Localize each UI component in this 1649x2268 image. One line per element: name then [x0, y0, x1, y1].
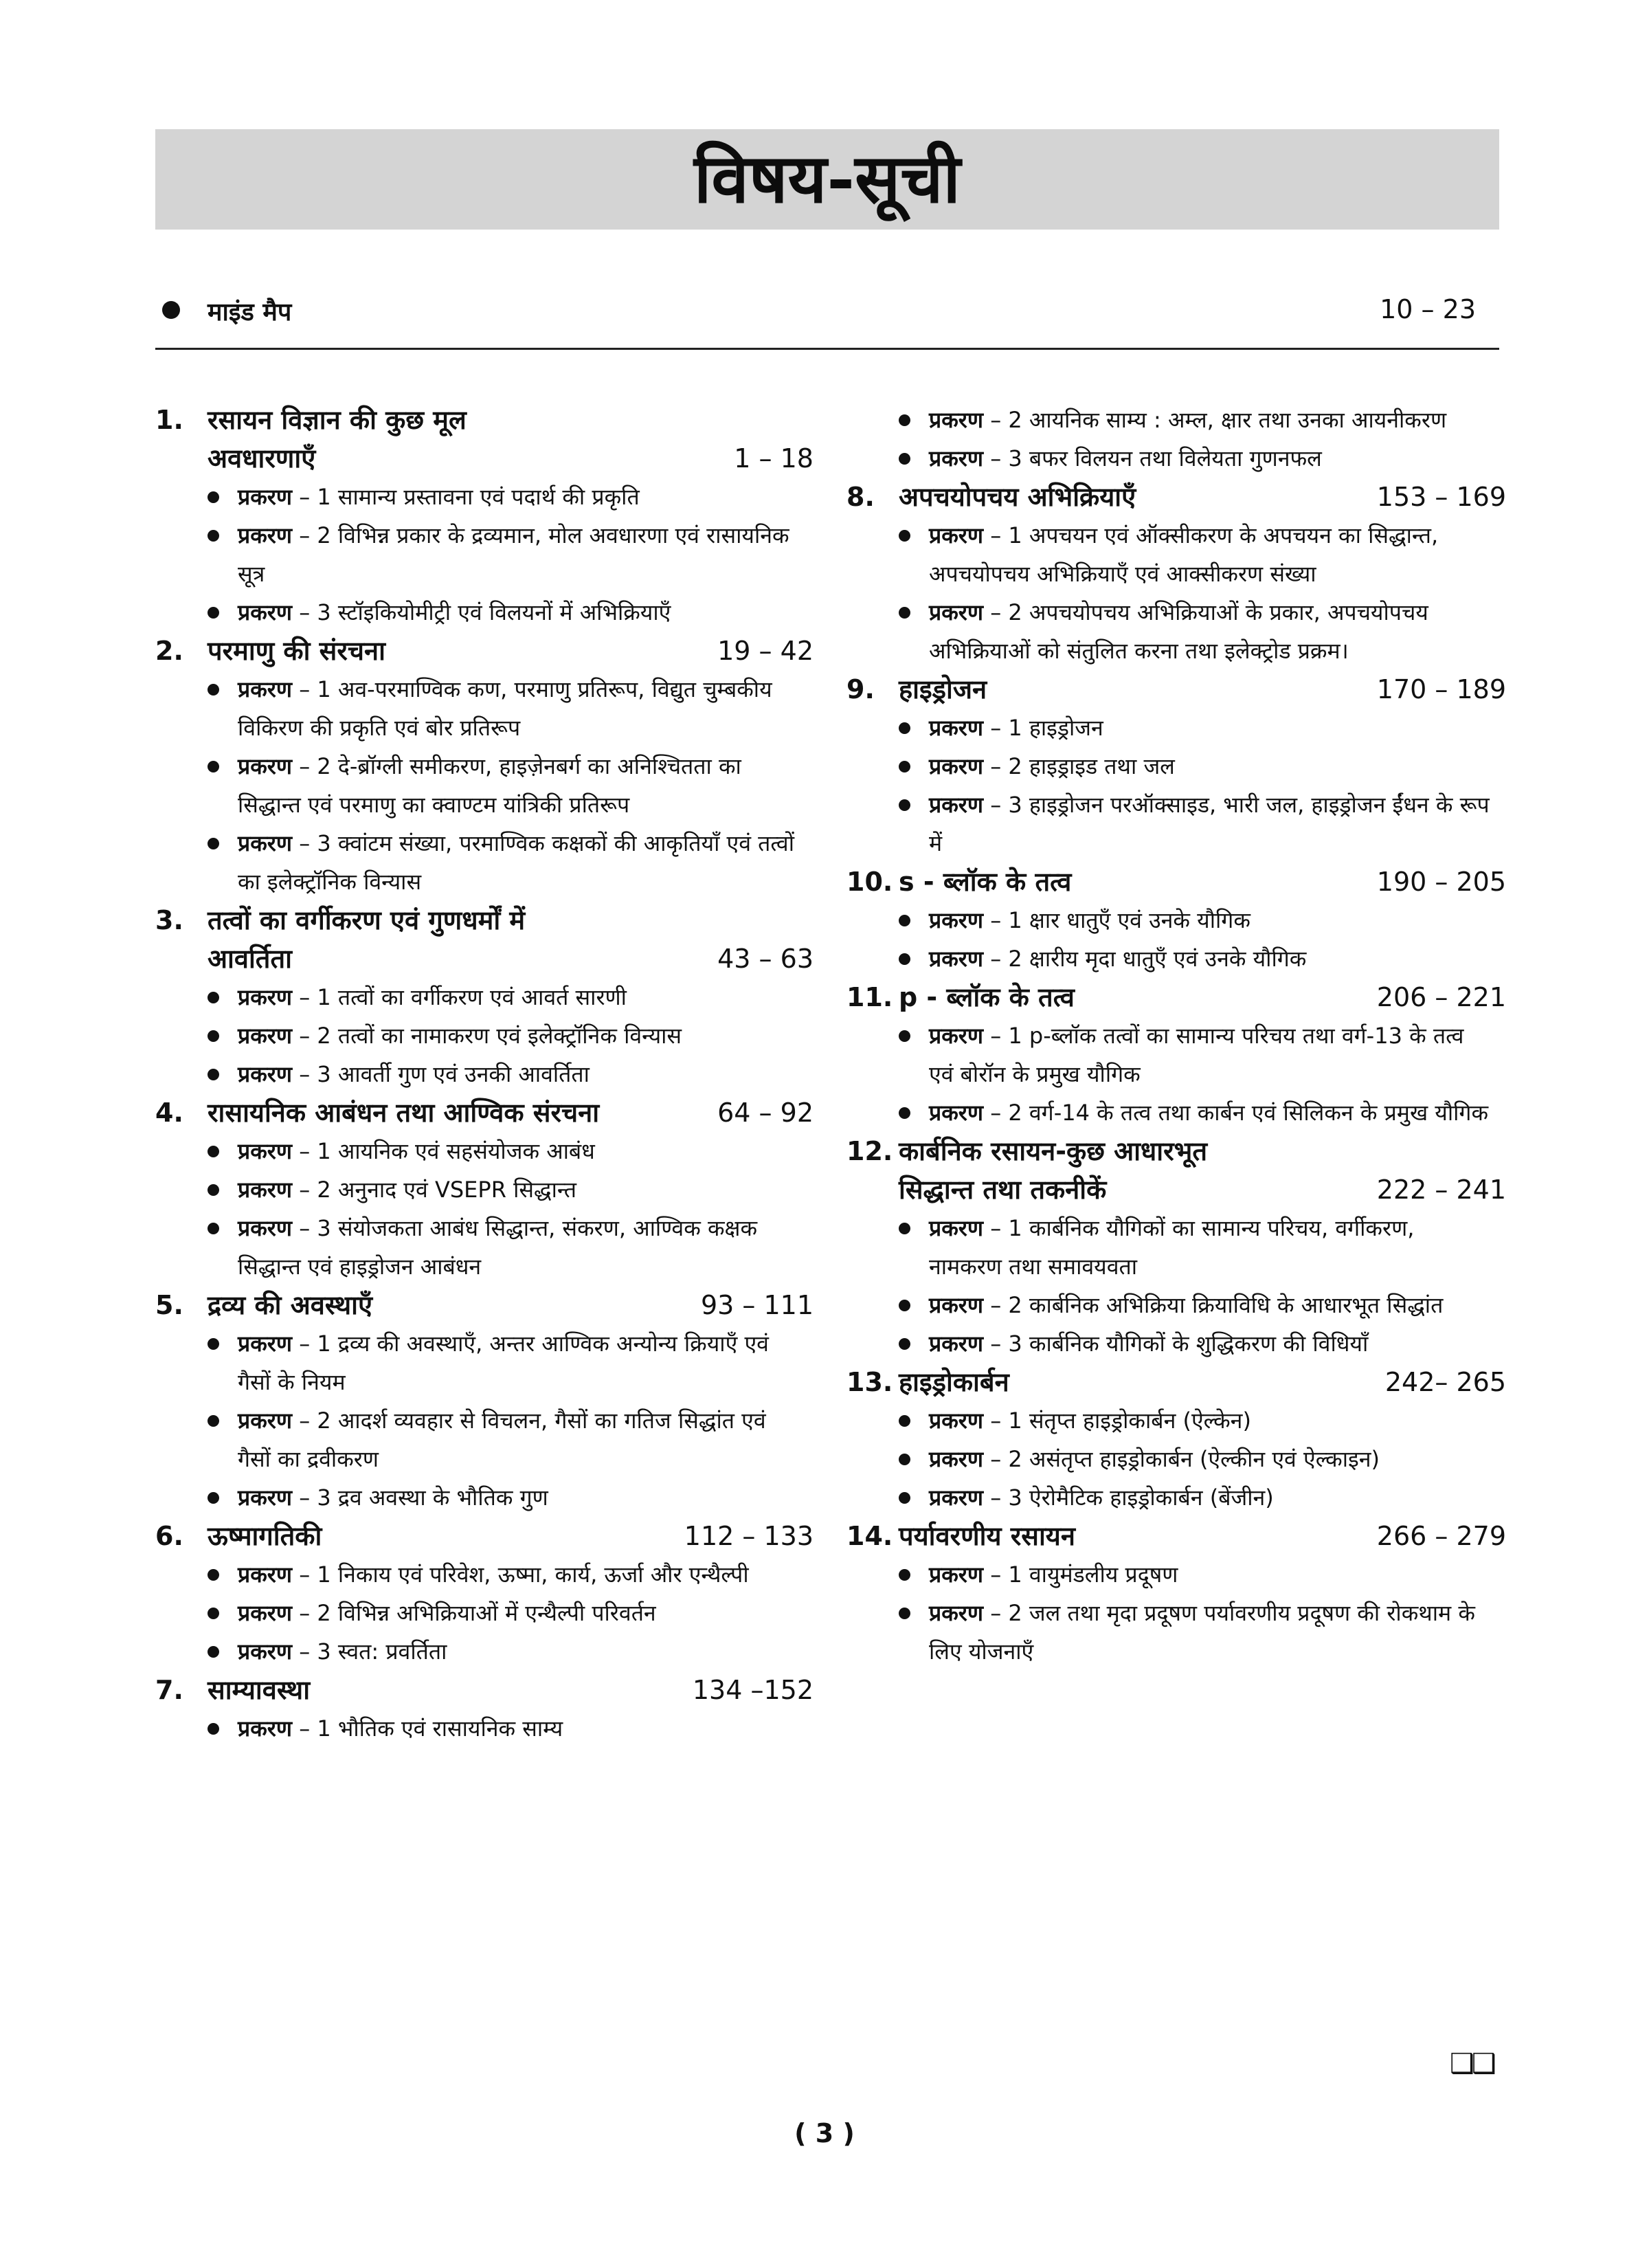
chapter-heading — [846, 978, 1506, 1016]
topic-item — [846, 1209, 1506, 1286]
mind-map-pages: 10 – 23 — [1380, 294, 1476, 324]
bullet-icon — [899, 1569, 910, 1581]
topic-label: प्रकरण — [929, 1100, 984, 1126]
end-of-contents-mark: ❑❑ — [1450, 2048, 1494, 2080]
topic-item — [155, 747, 814, 824]
chapter-number: 6. — [155, 1521, 183, 1551]
title-band — [155, 129, 1499, 230]
topic-text: – 2 हाइड्राइड तथा जल — [983, 753, 1175, 779]
chapter-pages: 170 – 189 — [1376, 674, 1506, 704]
bullet-icon — [899, 530, 910, 542]
topic-text: – 1 क्षार धातुएँ एवं उनके यौगिक — [983, 907, 1250, 933]
bullet-icon — [899, 915, 910, 926]
bullet-icon — [899, 453, 910, 465]
chapter-pages: 222 – 241 — [1376, 1175, 1506, 1205]
topic-label: प्रकरण — [929, 1485, 984, 1511]
mind-map-label: माइंड मैप — [207, 298, 292, 326]
bullet-icon — [899, 1223, 910, 1234]
chapter-title-line: अवधारणाएँ — [207, 443, 316, 474]
topic-text: – 2 आयनिक साम्य : अम्ल, क्षार तथा उनका आयनीकरण — [983, 407, 1447, 433]
bullet-icon — [207, 1069, 219, 1080]
chapter-pages: 206 – 221 — [1376, 982, 1506, 1012]
contents-right-column — [846, 401, 1506, 1671]
bullet-icon — [207, 1030, 219, 1042]
topic-text: – 1 सामान्य प्रस्तावना एवं पदार्थ की प्रकृति — [292, 484, 640, 510]
topic-text: – 1 निकाय एवं परिवेश, ऊष्मा, कार्य, ऊर्जा और एन्थैल्पी — [292, 1561, 749, 1588]
chapter-title-line: p - ब्लॉक के तत्व — [899, 982, 1075, 1012]
topic-label: प्रकरण — [238, 1331, 293, 1357]
bullet-icon — [207, 1184, 219, 1196]
topic-label: प्रकरण — [238, 753, 293, 779]
topic-text: – 1 अव-परमाण्विक कण, परमाणु प्रतिरूप, विद्युत चुम्बकीय विकिरण की प्रकृति एवं बोर प्रतिरूप — [238, 676, 772, 741]
divider-rule — [155, 348, 1499, 350]
topic-text: – 1 आयनिक एवं सहसंयोजक आबंध — [292, 1138, 595, 1164]
topic-label: प्रकरण — [238, 484, 293, 510]
topic-item — [155, 1555, 814, 1594]
topic-item — [155, 1324, 814, 1401]
chapter-title-line: अपचयोपचय अभिक्रियाएँ — [899, 482, 1136, 512]
topic-item — [846, 1286, 1506, 1324]
topic-label: प्रकरण — [929, 1292, 984, 1318]
chapter-title-line: द्रव्य की अवस्थाएँ — [207, 1290, 373, 1320]
topic-item — [846, 593, 1506, 670]
chapter-heading — [846, 863, 1506, 901]
topic-item — [846, 1324, 1506, 1363]
chapter-pages: 153 – 169 — [1376, 482, 1506, 512]
bullet-icon — [207, 1646, 219, 1658]
topic-text: – 1 p-ब्लॉक तत्वों का सामान्य परिचय तथा वर्ग-13 के तत्व एवं बोरॉन के प्रमुख यौगिक — [929, 1023, 1464, 1087]
topic-label: प्रकरण — [929, 1561, 984, 1588]
bullet-icon — [899, 1107, 910, 1119]
chapter-heading — [155, 401, 814, 478]
topic-item — [155, 978, 814, 1016]
topic-text: – 2 असंतृप्त हाइड्रोकार्बन (ऐल्कीन एवं ऐल्काइन) — [983, 1446, 1380, 1472]
topic-text: – 3 ऐरोमैटिक हाइड्रोकार्बन (बेंजीन) — [983, 1485, 1274, 1511]
chapter-pages: 242– 265 — [1384, 1367, 1506, 1397]
chapter-title-line: कार्बनिक रसायन-कुछ आधारभूत — [899, 1136, 1208, 1166]
chapter-title-line: रसायन विज्ञान की कुछ मूल — [207, 405, 467, 435]
bullet-icon — [207, 992, 219, 1003]
topic-text: – 2 वर्ग-14 के तत्व तथा कार्बन एवं सिलिकन के प्रमुख यौगिक — [983, 1100, 1489, 1126]
topic-label: प्रकरण — [238, 522, 293, 548]
chapter-heading — [155, 1517, 814, 1555]
chapter-pages: 93 – 111 — [700, 1290, 814, 1320]
topic-text: – 3 बफर विलयन तथा विलेयता गुणनफल — [983, 445, 1322, 471]
topic-item — [155, 1594, 814, 1632]
chapter-heading — [846, 1132, 1506, 1209]
topic-item — [155, 1632, 814, 1671]
bullet-icon — [899, 1338, 910, 1350]
bullet-icon — [207, 1492, 219, 1504]
chapter-title-line: परमाणु की संरचना — [207, 636, 385, 666]
topic-label: प्रकरण — [238, 1715, 293, 1742]
topic-item — [155, 824, 814, 901]
topic-text: – 3 हाइड्रोजन परऑक्साइड, भारी जल, हाइड्रोजन ईंधन के रूप में — [929, 792, 1490, 856]
topic-item — [846, 786, 1506, 863]
chapter-title-line: साम्यावस्था — [207, 1675, 311, 1705]
chapter-pages: 190 – 205 — [1376, 867, 1506, 897]
topic-label: प्रकरण — [929, 522, 984, 548]
topic-item — [846, 401, 1506, 439]
topic-label: प्रकरण — [929, 1215, 984, 1241]
topic-text: – 1 तत्वों का वर्गीकरण एवं आवर्त सारणी — [292, 984, 627, 1010]
chapter-title-line: आवर्तिता — [207, 944, 292, 974]
chapter-pages: 64 – 92 — [717, 1098, 814, 1128]
chapter-pages: 1 – 18 — [734, 443, 814, 474]
bullet-icon — [207, 1146, 219, 1157]
chapter-pages: 19 – 42 — [717, 636, 814, 666]
topic-label: प्रकरण — [929, 1023, 984, 1049]
chapter-title-line: हाइड्रोकार्बन — [899, 1367, 1009, 1397]
topic-text: – 1 वायुमंडलीय प्रदूषण — [983, 1561, 1178, 1588]
bullet-icon — [899, 1030, 910, 1042]
topic-text: – 3 आवर्ती गुण एवं उनकी आवर्तिता — [292, 1061, 590, 1087]
topic-item — [155, 1478, 814, 1517]
chapter-heading — [155, 1671, 814, 1709]
topic-label: प्रकरण — [238, 1408, 293, 1434]
topic-label: प्रकरण — [238, 1138, 293, 1164]
topic-text: – 3 द्रव अवस्था के भौतिक गुण — [292, 1485, 548, 1511]
chapter-number: 1. — [155, 405, 183, 435]
topic-item — [155, 670, 814, 747]
chapter-number: 8. — [846, 482, 875, 512]
topic-text: – 1 भौतिक एवं रासायनिक साम्य — [292, 1715, 563, 1742]
topic-label: प्रकरण — [238, 830, 293, 856]
chapter-number: 14. — [846, 1521, 893, 1551]
topic-text: – 2 तत्वों का नामाकरण एवं इलेक्ट्रॉनिक विन्यास — [292, 1023, 682, 1049]
topic-label: प्रकरण — [929, 599, 984, 625]
topic-text: – 2 विभिन्न प्रकार के द्रव्यमान, मोल अवधारणा एवं रासायनिक सूत्र — [238, 522, 789, 587]
topic-label: प्रकरण — [929, 1331, 984, 1357]
topic-text: – 1 कार्बनिक यौगिकों का सामान्य परिचय, वर्गीकरण, नामकरण तथा समावयवता — [929, 1215, 1415, 1280]
chapter-number: 13. — [846, 1367, 893, 1397]
chapter-number: 3. — [155, 905, 183, 935]
topic-item — [846, 1555, 1506, 1594]
topic-label: प्रकरण — [929, 445, 984, 471]
topic-item — [155, 1401, 814, 1478]
topic-text: – 2 अपचयोपचय अभिक्रियाओं के प्रकार, अपचयोपचय अभिक्रियाओं को संतुलित करना तथा इलेक्ट्रोड प्रक्रम। — [929, 599, 1428, 664]
chapter-number: 4. — [155, 1098, 183, 1128]
topic-item — [846, 1093, 1506, 1132]
chapter-number: 2. — [155, 636, 183, 666]
bullet-icon — [899, 761, 910, 772]
topic-text: – 3 स्टॉइकियोमीट्री एवं विलयनों में अभिक्रियाएँ — [292, 599, 671, 625]
chapter-number: 7. — [155, 1675, 183, 1705]
chapter-title-line: तत्वों का वर्गीकरण एवं गुणधर्मों में — [207, 905, 526, 935]
topic-label: प्रकरण — [238, 1638, 293, 1665]
chapter-number: 12. — [846, 1136, 893, 1166]
chapter-title-line: हाइड्रोजन — [899, 674, 987, 704]
topic-text: – 2 कार्बनिक अभिक्रिया क्रियाविधि के आधारभूत सिद्धांत — [983, 1292, 1444, 1318]
topic-label: प्रकरण — [238, 1600, 293, 1626]
topic-item — [846, 1440, 1506, 1478]
bullet-icon — [207, 838, 219, 849]
topic-text: – 2 अनुनाद एवं VSEPR सिद्धान्त — [292, 1177, 576, 1203]
page-title: विषय-सूची — [694, 140, 961, 219]
chapter-number: 11. — [846, 982, 893, 1012]
bullet-icon — [207, 1723, 219, 1735]
chapter-title-line: रासायनिक आबंधन तथा आण्विक संरचना — [207, 1098, 600, 1128]
bullet-icon — [899, 1300, 910, 1311]
bullet-icon — [207, 530, 219, 542]
chapter-number: 10. — [846, 867, 893, 897]
page-number: ( 3 ) — [794, 2118, 855, 2148]
topic-item — [846, 1478, 1506, 1517]
topic-item — [155, 1055, 814, 1093]
bullet-icon — [162, 301, 180, 319]
bullet-icon — [207, 1223, 219, 1234]
chapter-heading — [846, 478, 1506, 516]
chapter-heading — [155, 1093, 814, 1132]
topic-item — [155, 1709, 814, 1748]
topic-label: प्रकरण — [238, 1177, 293, 1203]
topic-label: प्रकरण — [929, 1408, 984, 1434]
topic-label: प्रकरण — [929, 1600, 984, 1626]
bullet-icon — [207, 1608, 219, 1619]
topic-item — [846, 1016, 1506, 1093]
bullet-icon — [899, 1454, 910, 1465]
topic-item — [846, 439, 1506, 478]
chapter-title-line: ऊष्मागतिकी — [207, 1521, 322, 1551]
topic-label: प्रकरण — [929, 715, 984, 741]
topic-item — [155, 1016, 814, 1055]
chapter-title-line: s - ब्लॉक के तत्व — [899, 867, 1072, 897]
topic-text: – 2 विभिन्न अभिक्रियाओं में एन्थैल्पी परिवर्तन — [292, 1600, 656, 1626]
topic-text: – 2 आदर्श व्यवहार से विचलन, गैसों का गतिज सिद्धांत एवं गैसों का द्रवीकरण — [238, 1408, 766, 1472]
topic-item — [155, 478, 814, 516]
topic-text: – 1 हाइड्रोजन — [983, 715, 1103, 741]
contents-left-column — [155, 401, 814, 1748]
topic-text: – 2 जल तथा मृदा प्रदूषण पर्यावरणीय प्रदूषण की रोकथाम के लिए योजनाएँ — [929, 1600, 1475, 1665]
topic-text: – 1 संतृप्त हाइड्रोकार्बन (ऐल्केन) — [983, 1408, 1251, 1434]
chapter-pages: 266 – 279 — [1376, 1521, 1506, 1551]
topic-text: – 1 अपचयन एवं ऑक्सीकरण के अपचयन का सिद्धान्त, अपचयोपचय अभिक्रियाएँ एवं आक्सीकरण संख्या — [929, 522, 1439, 587]
topic-item — [846, 709, 1506, 747]
bullet-icon — [899, 414, 910, 426]
topic-text: – 3 कार्बनिक यौगिकों के शुद्धिकरण की विधियाँ — [983, 1331, 1369, 1357]
bullet-icon — [207, 491, 219, 503]
bullet-icon — [207, 761, 219, 772]
topic-item — [155, 1170, 814, 1209]
chapter-heading — [155, 901, 814, 978]
topic-text: – 3 संयोजकता आबंध सिद्धान्त, संकरण, आण्विक कक्षक सिद्धान्त एवं हाइड्रोजन आबंधन — [238, 1215, 758, 1280]
topic-label: प्रकरण — [929, 946, 984, 972]
topic-item — [846, 516, 1506, 593]
chapter-pages: 43 – 63 — [717, 944, 814, 974]
bullet-icon — [207, 1415, 219, 1427]
topic-item — [846, 901, 1506, 940]
chapter-number: 9. — [846, 674, 875, 704]
bullet-icon — [899, 799, 910, 811]
chapter-heading — [846, 1363, 1506, 1401]
topic-label: प्रकरण — [929, 753, 984, 779]
bullet-icon — [899, 1492, 910, 1504]
bullet-icon — [207, 1569, 219, 1581]
topic-label: प्रकरण — [929, 907, 984, 933]
topic-text: – 3 क्वांटम संख्या, परमाण्विक कक्षकों की आकृतियाँ एवं तत्वों का इलेक्ट्रॉनिक विन्यास — [238, 830, 794, 895]
topic-item — [846, 747, 1506, 786]
topic-item — [155, 516, 814, 593]
chapter-heading — [846, 1517, 1506, 1555]
topic-label: प्रकरण — [238, 599, 293, 625]
chapter-heading — [846, 670, 1506, 709]
topic-label: प्रकरण — [238, 1485, 293, 1511]
topic-text: – 2 क्षारीय मृदा धातुएँ एवं उनके यौगिक — [983, 946, 1307, 972]
topic-item — [155, 593, 814, 632]
topic-label: प्रकरण — [238, 984, 293, 1010]
bullet-icon — [899, 607, 910, 619]
topic-text: – 1 द्रव्य की अवस्थाएँ, अन्तर आण्विक अन्योन्य क्रियाएँ एवं गैसों के नियम — [238, 1331, 769, 1395]
chapter-number: 5. — [155, 1290, 183, 1320]
bullet-icon — [899, 953, 910, 965]
chapter-title-line: पर्यावरणीय रसायन — [899, 1521, 1075, 1551]
topic-label: प्रकरण — [929, 792, 984, 818]
topic-text: – 3 स्वत: प्रवर्तिता — [292, 1638, 447, 1665]
chapter-heading — [155, 632, 814, 670]
topic-item — [846, 1594, 1506, 1671]
topic-text: – 2 दे-ब्रॉग्ली समीकरण, हाइज़ेनबर्ग का अनिश्चितता का सिद्धान्त एवं परमाणु का क्वाण्टम यांत्रिकी प्रतिरूप — [238, 753, 741, 818]
chapter-pages: 112 – 133 — [684, 1521, 814, 1551]
topic-label: प्रकरण — [929, 407, 984, 433]
topic-label: प्रकरण — [238, 1061, 293, 1087]
topic-item — [846, 1401, 1506, 1440]
topic-item — [155, 1209, 814, 1286]
bullet-icon — [899, 1608, 910, 1619]
chapter-heading — [155, 1286, 814, 1324]
topic-label: प्रकरण — [929, 1446, 984, 1472]
mind-map-row — [155, 289, 1499, 330]
bullet-icon — [899, 1415, 910, 1427]
chapter-pages: 134 –152 — [692, 1675, 814, 1705]
chapter-title-line: सिद्धान्त तथा तकनीकें — [899, 1175, 1107, 1205]
topic-label: प्रकरण — [238, 1561, 293, 1588]
bullet-icon — [899, 722, 910, 734]
topic-label: प्रकरण — [238, 1023, 293, 1049]
topic-item — [155, 1132, 814, 1170]
topic-item — [846, 940, 1506, 978]
topic-label: प्रकरण — [238, 1215, 293, 1241]
bullet-icon — [207, 1338, 219, 1350]
topic-label: प्रकरण — [238, 676, 293, 702]
bullet-icon — [207, 607, 219, 619]
bullet-icon — [207, 684, 219, 696]
